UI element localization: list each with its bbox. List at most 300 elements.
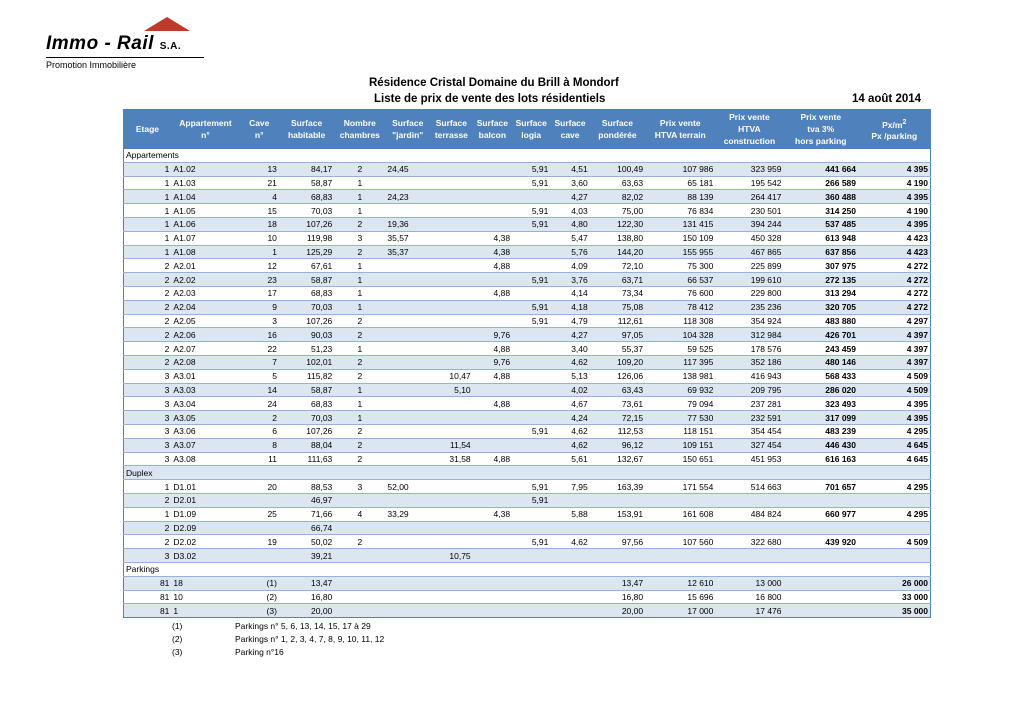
cell-scave: 5,47 [550,231,589,245]
cell-terr [430,355,473,369]
cell-pxm2: 4 397 [858,342,930,356]
cell-hab: 39,21 [279,549,334,563]
cell-terr [430,217,473,231]
cell-pond: 63,43 [590,383,645,397]
cell-balc [473,576,512,590]
cell-cave: 12 [240,259,279,273]
cell-total [784,521,859,535]
cell-cave: 16 [240,328,279,342]
cell-ch: 2 [334,314,385,328]
cell-balc [473,424,512,438]
cell-cave [240,521,279,535]
cell-scave: 4,27 [550,190,589,204]
cell-constr: 199 610 [715,273,783,287]
footnote-key: (2) [172,634,183,644]
cell-terr [430,300,473,314]
cell-lot: A3.06 [171,424,239,438]
cell-ch: 1 [334,383,385,397]
cell-ch [334,521,385,535]
cell-terr [430,204,473,218]
cell-total: 313 294 [784,286,859,300]
cell-jardin: 35,37 [385,245,430,259]
cell-pond: 73,34 [590,286,645,300]
cell-balc [473,521,512,535]
cell-hab: 68,83 [279,190,334,204]
cell-cave: 20 [240,480,279,494]
cell-total: 317 099 [784,411,859,425]
cell-balc [473,314,512,328]
cell-lot: A2.05 [171,314,239,328]
cell-logia [512,190,550,204]
table-row [124,300,931,314]
cell-lot: 18 [171,576,239,590]
cell-lot: 1 [171,604,239,618]
cell-pxm2: 4 272 [858,300,930,314]
cell-pond: 96,12 [590,438,645,452]
cell-etage: 2 [124,342,172,356]
cell-scave: 4,79 [550,314,589,328]
cell-pxm2: 4 272 [858,259,930,273]
cell-total [784,549,859,563]
column-header: Surface pondérée [590,110,645,149]
cell-ch: 1 [334,273,385,287]
cell-lot: 10 [171,590,239,604]
cell-scave: 4,27 [550,328,589,342]
cell-ch: 2 [334,535,385,549]
table-row [124,217,931,231]
cell-terr [430,162,473,176]
cell-ch: 1 [334,176,385,190]
cell-logia [512,604,550,618]
cell-pond: 163,39 [590,480,645,494]
cell-cave: 14 [240,383,279,397]
cell-lot: A3.07 [171,438,239,452]
cell-terr [430,342,473,356]
cell-balc [473,493,512,507]
footnote [172,647,384,660]
company-logo [44,16,209,68]
cell-cave: 1 [240,245,279,259]
cell-etage: 1 [124,204,172,218]
cell-scave: 4,62 [550,424,589,438]
cell-pond: 63,71 [590,273,645,287]
cell-scave [550,576,589,590]
cell-balc: 9,76 [473,355,512,369]
table-body [124,149,931,618]
cell-balc: 4,38 [473,231,512,245]
cell-etage: 3 [124,549,172,563]
cell-etage: 2 [124,273,172,287]
cell-cave [240,549,279,563]
cell-logia: 5,91 [512,535,550,549]
cell-lot: A2.02 [171,273,239,287]
cell-pxm2: 4 509 [858,535,930,549]
cell-constr: 514 663 [715,480,783,494]
cell-pxm2: 4 272 [858,273,930,287]
cell-hab: 20,00 [279,604,334,618]
cell-constr: 467 865 [715,245,783,259]
cell-ch [334,493,385,507]
cell-balc: 9,76 [473,328,512,342]
cell-pxm2: 4 272 [858,286,930,300]
cell-hab: 51,23 [279,342,334,356]
cell-terrain: 118 308 [645,314,715,328]
cell-total: 613 948 [784,231,859,245]
column-header: Prix vente HTVA construction [715,110,783,149]
cell-hab: 90,03 [279,328,334,342]
cell-logia [512,576,550,590]
cell-pxm2: 4 509 [858,383,930,397]
cell-pond: 75,00 [590,204,645,218]
cell-terrain: 104 328 [645,328,715,342]
footnote-key: (1) [172,621,183,631]
cell-jardin [385,176,430,190]
cell-ch: 1 [334,342,385,356]
cell-terr [430,480,473,494]
cell-jardin [385,286,430,300]
cell-logia: 5,91 [512,273,550,287]
cell-logia: 5,91 [512,424,550,438]
cell-constr: 354 924 [715,314,783,328]
cell-constr: 451 953 [715,452,783,466]
cell-constr: 264 417 [715,190,783,204]
cell-terr [430,286,473,300]
cell-cave: 4 [240,190,279,204]
cell-hab: 58,87 [279,273,334,287]
cell-ch [334,549,385,563]
cell-terr [430,493,473,507]
cell-constr: 178 576 [715,342,783,356]
cell-scave [550,590,589,604]
cell-scave: 5,88 [550,507,589,521]
cell-balc [473,411,512,425]
cell-hab: 58,87 [279,176,334,190]
column-header: $Px/m^2$ Px /parking [858,110,930,149]
cell-ch: 2 [334,355,385,369]
cell-terrain: 17 000 [645,604,715,618]
cell-terrain: 75 300 [645,259,715,273]
cell-jardin: 24,23 [385,190,430,204]
cell-total: 480 146 [784,355,859,369]
cell-lot: A1.05 [171,204,239,218]
footnotes [172,621,384,660]
cell-total: 426 701 [784,328,859,342]
cell-logia [512,286,550,300]
table-row [124,328,931,342]
cell-jardin: 35,57 [385,231,430,245]
cell-pond: 72,10 [590,259,645,273]
cell-terrain: 150 109 [645,231,715,245]
cell-ch: 2 [334,328,385,342]
cell-cave: 5 [240,369,279,383]
table-row [124,438,931,452]
cell-constr: 232 591 [715,411,783,425]
cell-cave: 21 [240,176,279,190]
cell-terrain: 150 651 [645,452,715,466]
cell-hab: 111,63 [279,452,334,466]
cell-etage: 1 [124,245,172,259]
table-row [124,286,931,300]
cell-ch: 1 [334,259,385,273]
cell-cave: 19 [240,535,279,549]
cell-etage: 81 [124,576,172,590]
cell-ch: 1 [334,190,385,204]
cell-etage: 1 [124,507,172,521]
cell-hab: 88,53 [279,480,334,494]
cell-constr: 484 824 [715,507,783,521]
cell-constr: 322 680 [715,535,783,549]
cell-cave: 11 [240,452,279,466]
cell-terrain: 118 151 [645,424,715,438]
cell-balc: 4,88 [473,452,512,466]
cell-terr [430,314,473,328]
cell-terr [430,231,473,245]
cell-hab: 125,29 [279,245,334,259]
cell-terrain [645,521,715,535]
cell-logia: 5,91 [512,162,550,176]
cell-scave: 4,51 [550,162,589,176]
cell-jardin: 33,29 [385,507,430,521]
cell-total [784,576,859,590]
cell-pond: 55,37 [590,342,645,356]
cell-pxm2: 4 397 [858,328,930,342]
cell-pxm2: 4 297 [858,314,930,328]
cell-cave: 15 [240,204,279,218]
cell-lot: A1.04 [171,190,239,204]
cell-pxm2: 4 395 [858,190,930,204]
cell-pxm2: 35 000 [858,604,930,618]
cell-pxm2: 4 645 [858,452,930,466]
cell-total: 483 239 [784,424,859,438]
cell-hab: 84,17 [279,162,334,176]
cell-terrain: 15 696 [645,590,715,604]
cell-logia [512,369,550,383]
cell-pond: 16,80 [590,590,645,604]
table-row [124,273,931,287]
cell-total: 266 589 [784,176,859,190]
cell-cave: 2 [240,411,279,425]
cell-logia: 5,91 [512,493,550,507]
cell-etage: 1 [124,190,172,204]
cell-etage: 2 [124,314,172,328]
cell-terr [430,176,473,190]
cell-hab: 68,83 [279,286,334,300]
cell-jardin: 19,36 [385,217,430,231]
cell-total: 616 163 [784,452,859,466]
table-row [124,369,931,383]
cell-logia [512,259,550,273]
table-row [124,231,931,245]
logo-rule [46,57,204,58]
cell-scave [550,521,589,535]
cell-terr [430,245,473,259]
cell-jardin [385,452,430,466]
table-row [124,245,931,259]
cell-ch: 1 [334,286,385,300]
cell-balc [473,273,512,287]
cell-lot: A3.03 [171,383,239,397]
cell-ch: 2 [334,452,385,466]
cell-ch: 2 [334,162,385,176]
cell-terr [430,259,473,273]
cell-pxm2: 4 295 [858,480,930,494]
cell-total: 537 485 [784,217,859,231]
cell-jardin [385,549,430,563]
cell-total [784,590,859,604]
cell-terrain: 12 610 [645,576,715,590]
cell-jardin [385,535,430,549]
cell-pond: 72,15 [590,411,645,425]
cell-logia [512,438,550,452]
document-date: 14 août 2014 [852,93,922,105]
cell-balc: 4,38 [473,245,512,259]
cell-hab: 71,66 [279,507,334,521]
cell-jardin [385,369,430,383]
cell-constr: 13 000 [715,576,783,590]
cell-balc [473,604,512,618]
cell-pxm2: 26 000 [858,576,930,590]
cell-scave: 4,14 [550,286,589,300]
cell-ch: 1 [334,397,385,411]
cell-lot: A1.07 [171,231,239,245]
document-subtitle: Liste de prix de vente des lots résidentiels [374,93,606,105]
cell-total: 323 493 [784,397,859,411]
cell-scave: 3,60 [550,176,589,190]
cell-hab: 16,80 [279,590,334,604]
cell-cave: 18 [240,217,279,231]
cell-terrain [645,549,715,563]
cell-terr: 31,58 [430,452,473,466]
cell-constr: 237 281 [715,397,783,411]
cell-pxm2: 4 509 [858,369,930,383]
cell-total: 320 705 [784,300,859,314]
cell-constr: 312 984 [715,328,783,342]
cell-etage: 2 [124,300,172,314]
cell-hab: 46,97 [279,493,334,507]
cell-terr [430,507,473,521]
column-header: Cave n° [240,110,279,149]
cell-cave: 23 [240,273,279,287]
cell-scave: 3,40 [550,342,589,356]
cell-logia [512,328,550,342]
cell-etage: 2 [124,521,172,535]
cell-terr [430,397,473,411]
cell-terrain: 78 412 [645,300,715,314]
cell-etage: 3 [124,438,172,452]
cell-jardin [385,397,430,411]
cell-etage: 2 [124,493,172,507]
cell-ch: 2 [334,424,385,438]
table-row [124,162,931,176]
cell-terrain: 59 525 [645,342,715,356]
cell-pxm2: 4 397 [858,355,930,369]
cell-jardin [385,355,430,369]
cell-hab: 67,61 [279,259,334,273]
cell-lot: A2.03 [171,286,239,300]
cell-ch: 1 [334,204,385,218]
cell-constr: 230 501 [715,204,783,218]
cell-terrain: 65 181 [645,176,715,190]
cell-terr: 11,54 [430,438,473,452]
table-row [124,190,931,204]
cell-terr [430,328,473,342]
cell-hab: 107,26 [279,314,334,328]
cell-scave: 5,61 [550,452,589,466]
table-row [124,383,931,397]
cell-scave: 4,62 [550,355,589,369]
table-row [124,549,931,563]
cell-etage: 2 [124,259,172,273]
cell-hab: 68,83 [279,397,334,411]
cell-pond: 122,30 [590,217,645,231]
cell-hab: 88,04 [279,438,334,452]
cell-pond: 75,08 [590,300,645,314]
column-header: Prix vente tva 3% hors parking [784,110,859,149]
roof-icon [144,16,190,32]
cell-cave: 22 [240,342,279,356]
cell-pond: 13,47 [590,576,645,590]
column-header: Prix vente HTVA terrain [645,110,715,149]
cell-etage: 3 [124,397,172,411]
cell-jardin [385,328,430,342]
cell-etage: 3 [124,369,172,383]
cell-logia [512,383,550,397]
cell-ch: 4 [334,507,385,521]
cell-balc [473,300,512,314]
cell-cave: 17 [240,286,279,300]
cell-logia [512,355,550,369]
cell-balc [473,480,512,494]
cell-lot: A2.07 [171,342,239,356]
cell-lot: A2.01 [171,259,239,273]
cell-logia [512,342,550,356]
cell-terrain: 107 560 [645,535,715,549]
cell-jardin [385,259,430,273]
cell-hab: 70,03 [279,204,334,218]
cell-constr: 17 476 [715,604,783,618]
cell-ch: 2 [334,369,385,383]
cell-terr [430,190,473,204]
cell-lot: A1.08 [171,245,239,259]
cell-total: 314 250 [784,204,859,218]
cell-etage: 81 [124,604,172,618]
cell-total: 568 433 [784,369,859,383]
table-row [124,424,931,438]
cell-pxm2: 4 423 [858,231,930,245]
cell-constr: 354 454 [715,424,783,438]
cell-cave: 24 [240,397,279,411]
cell-terr [430,521,473,535]
footnote-text: Parkings n° 5, 6, 13, 14, 15, 17 à 29 [235,621,371,631]
cell-constr: 450 328 [715,231,783,245]
cell-pond: 82,02 [590,190,645,204]
cell-pond [590,493,645,507]
cell-scave: 4,24 [550,411,589,425]
cell-lot: D3.02 [171,549,239,563]
cell-terrain: 76 834 [645,204,715,218]
cell-scave: 4,18 [550,300,589,314]
cell-ch: 1 [334,411,385,425]
cell-terrain: 131 415 [645,217,715,231]
cell-scave [550,549,589,563]
cell-lot: A3.05 [171,411,239,425]
cell-terrain: 161 608 [645,507,715,521]
cell-ch: 2 [334,245,385,259]
cell-lot: A2.04 [171,300,239,314]
cell-total: 441 664 [784,162,859,176]
cell-ch: 2 [334,217,385,231]
cell-logia [512,521,550,535]
